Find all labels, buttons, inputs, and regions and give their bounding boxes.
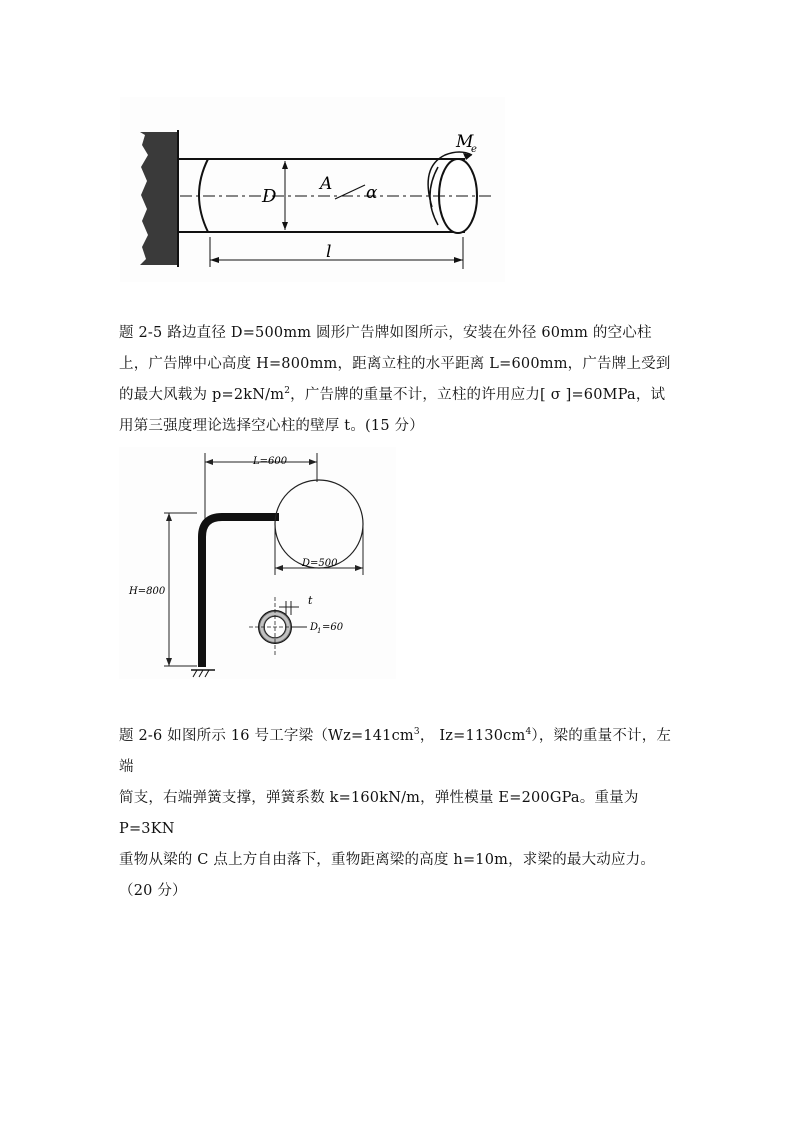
d1-label: D xyxy=(310,622,319,633)
angle-line xyxy=(335,185,365,199)
problem-2-6-line-1b: ， Iz=1130cm xyxy=(419,728,526,744)
h-label: H=800 xyxy=(129,586,166,597)
d-label: D=500 xyxy=(302,558,338,569)
problem-2-5 xyxy=(119,318,675,442)
wall-support xyxy=(140,132,178,265)
l-label: L=600 xyxy=(253,456,288,467)
problem-2-5-line-1: 题 2-5 路边直径 D=500mm 圆形广告牌如图所示，安装在外径 60mm 的空心柱 xyxy=(119,325,652,341)
problem-2-6-line-1a: 题 2-6 如图所示 16 号工字梁（Wz=141cm xyxy=(119,728,414,744)
billboard-figure xyxy=(119,447,396,679)
t-label: t xyxy=(308,594,313,607)
problem-2-5-line-3b: ，广告牌的重量不计，立柱的许用应力[ σ ]=60MPa，试 xyxy=(290,387,666,403)
iz-unit-superscript: 4 xyxy=(525,727,532,738)
shaft-diagram xyxy=(120,97,505,282)
problem-2-6 xyxy=(119,721,675,907)
moment-subscript: e xyxy=(471,144,477,155)
angle-label: α xyxy=(366,183,378,203)
problem-2-6-line-4: （20 分） xyxy=(119,883,187,899)
problem-2-5-line-3a: 的最大风载为 p=2kN/m xyxy=(119,387,285,403)
point-a-label: A xyxy=(320,174,333,194)
d1-subscript: 1 xyxy=(317,627,322,635)
problem-2-5-line-2: 上，广告牌中心高度 H=800mm，距离立柱的水平距离 L=600mm，广告牌上受到 xyxy=(119,356,671,372)
length-label: l xyxy=(326,242,332,262)
problem-2-5-line-4: 用第三强度理论选择空心柱的壁厚 t。(15 分） xyxy=(119,418,424,434)
billboard-diagram xyxy=(119,447,396,679)
billboard-disc xyxy=(275,480,363,568)
shaft-torsion-figure xyxy=(120,97,505,282)
moment-label: M xyxy=(456,132,474,152)
problem-2-6-line-2: 简支，右端弹簧支撑，弹簧系数 k=160kN/m，弹性模量 E=200GPa。重量为 P=3KN xyxy=(119,790,639,837)
wz-unit-superscript: 3 xyxy=(413,727,420,738)
problem-2-6-line-1c: ），梁的重量不计，左端 xyxy=(119,728,672,775)
column-with-arm xyxy=(202,517,279,667)
problem-2-6-line-3: 重物从梁的 C 点上方自由落下，重物距离梁的高度 h=10m，求梁的最大动应力。 xyxy=(119,852,656,868)
d1-value: =60 xyxy=(322,622,344,633)
unit-superscript: 2 xyxy=(284,386,291,397)
diameter-label: D xyxy=(262,186,277,207)
